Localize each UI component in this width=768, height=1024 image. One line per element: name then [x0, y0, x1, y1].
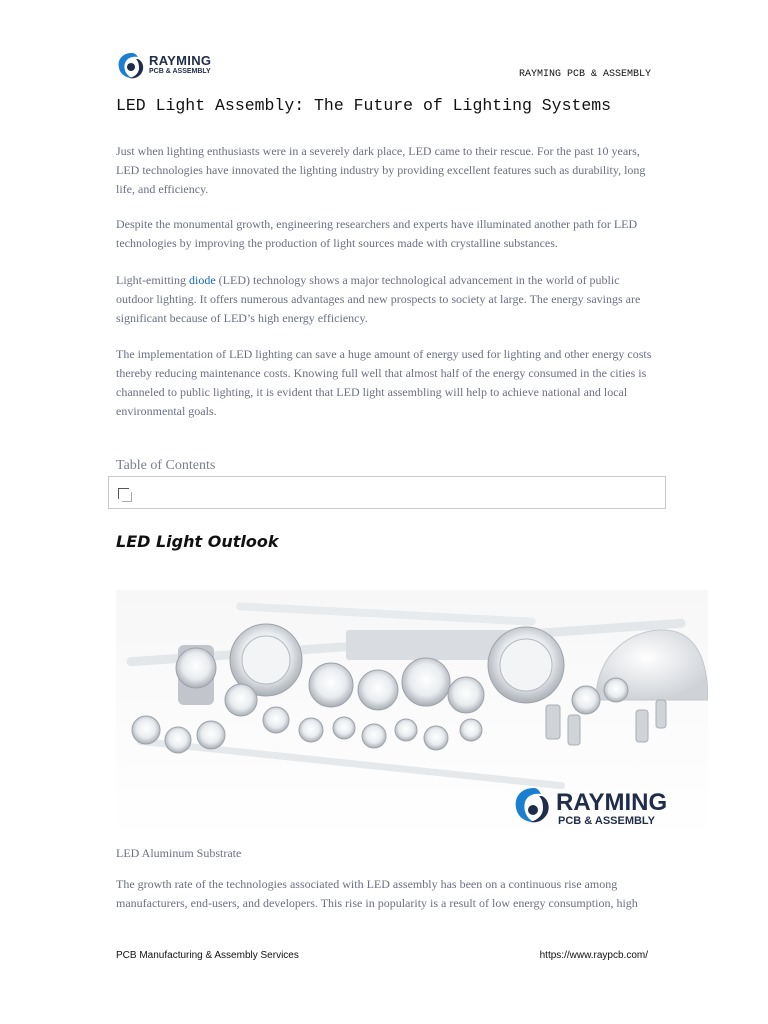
image-logo-main: RAYMING [556, 789, 668, 816]
toc-box[interactable] [108, 476, 666, 509]
rayming-logo-icon [116, 50, 148, 80]
logo-text-sub: PCB & ASSEMBLY [149, 68, 211, 75]
footer-url[interactable]: https://www.raypcb.com/ [539, 950, 648, 961]
paragraph-3-start: Light-emitting [116, 273, 189, 287]
section-heading: LED Light Outlook [116, 532, 279, 551]
header-company-name: RAYMING PCB & ASSEMBLY [518, 69, 651, 80]
paragraph-1: Just when lighting enthusiasts were in a severely dark place, LED came to their rescue. For the past 10 years, LED technologies have innovated the lighting industry by providing excellent features such as durability, long life, and efficiency. [116, 144, 646, 196]
diode-link[interactable]: diode [189, 273, 216, 287]
page-title: LED Light Assembly: The Future of Lighting Systems [116, 96, 612, 115]
paragraph-2: Despite the monumental growth, engineering researchers and experts have illuminated another path for LED technologies by improving the production of light sources made with crystalline substances. [116, 217, 638, 250]
paragraph-3-end: (LED) technology shows a major technological advancement in the world of public outdoor lighting. It offers numerous advantages and new prospects to society at large. The energy savings are significant because of LED’s high energy efficiency. [116, 273, 641, 325]
logo-text-main: RAYMING [149, 53, 212, 68]
paragraph-3 [116, 271, 656, 328]
toc-toggle-icon[interactable] [118, 488, 129, 499]
led-products-illustration [116, 590, 708, 840]
image-logo-sub: PCB & ASSEMBLY [558, 815, 655, 827]
brand-logo [116, 50, 216, 80]
led-products-image [116, 590, 708, 840]
toc-label: Table of Contents [116, 458, 216, 473]
paragraph-4: The implementation of LED lighting can save a huge amount of energy used for lighting and other energy costs thereby reducing maintenance costs. Knowing full well that almost half of the energy consumed in the cities is channeled to public lighting, it is evident that LED light assembling will help to achieve national and local environmental goals. [116, 347, 652, 418]
paragraph-5: The growth rate of the technologies associated with LED assembly has been on a continuous rise among manufacturers, end-users, and developers. This rise in popularity is a result of low energy consumption, high [116, 877, 638, 910]
image-caption: LED Aluminum Substrate [116, 846, 242, 860]
footer-left-text: PCB Manufacturing & Assembly Services [116, 950, 299, 961]
